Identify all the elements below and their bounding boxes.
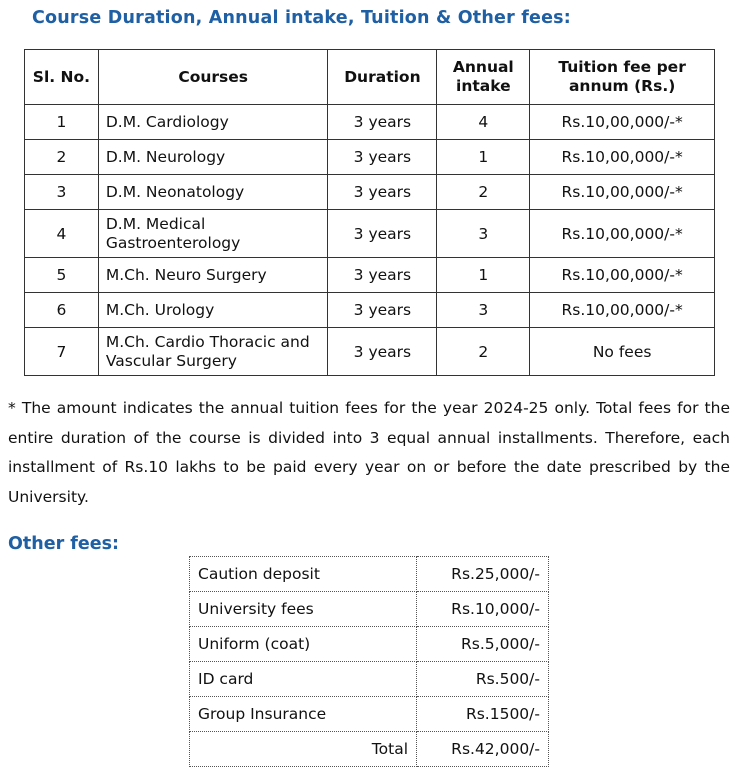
cell-course: M.Ch. Neuro Surgery <box>98 258 328 293</box>
header-sl-no: Sl. No. <box>25 50 99 105</box>
page-title: Course Duration, Annual intake, Tuition & Other fees: <box>32 8 571 28</box>
cell-sl: 3 <box>25 175 99 210</box>
cell-fee: Rs.10,00,000/-* <box>530 293 715 328</box>
table-row <box>25 258 715 293</box>
cell-duration: 3 years <box>328 258 437 293</box>
cell-duration: 3 years <box>328 328 437 376</box>
table-row <box>25 140 715 175</box>
fee-amount: Rs.10,000/- <box>417 592 549 627</box>
header-annual-intake: Annual intake <box>437 50 530 105</box>
fee-total-row <box>190 732 549 767</box>
cell-sl: 6 <box>25 293 99 328</box>
table-row <box>25 210 715 258</box>
fee-row <box>190 697 549 732</box>
cell-sl: 5 <box>25 258 99 293</box>
courses-table <box>24 49 715 376</box>
cell-fee: Rs.10,00,000/-* <box>530 105 715 140</box>
other-fees-table <box>189 556 549 767</box>
fee-note: * The amount indicates the annual tuition fees for the year 2024-25 only. Total fees for the entire duration of the course is divided into 3 equal annual installments. Therefore, each installment of Rs.10 lakhs to be paid every year on or before the date prescribed by the University. <box>8 399 730 506</box>
table-row <box>25 105 715 140</box>
table-header-row <box>25 50 715 105</box>
cell-fee: No fees <box>530 328 715 376</box>
total-label: Total <box>190 732 417 767</box>
cell-sl: 4 <box>25 210 99 258</box>
cell-course: M.Ch. Cardio Thoracic and Vascular Surgery <box>98 328 328 376</box>
cell-course: D.M. Medical Gastroenterology <box>98 210 328 258</box>
cell-course: D.M. Cardiology <box>98 105 328 140</box>
cell-course: D.M. Neonatology <box>98 175 328 210</box>
fee-row <box>190 627 549 662</box>
table-row <box>25 175 715 210</box>
fee-row <box>190 592 549 627</box>
cell-intake: 1 <box>437 258 530 293</box>
cell-intake: 3 <box>437 210 530 258</box>
fee-label: Uniform (coat) <box>190 627 417 662</box>
fee-label: University fees <box>190 592 417 627</box>
other-fees-title: Other fees: <box>8 534 120 554</box>
fee-label: ID card <box>190 662 417 697</box>
cell-fee: Rs.10,00,000/-* <box>530 140 715 175</box>
cell-intake: 2 <box>437 328 530 376</box>
cell-fee: Rs.10,00,000/-* <box>530 175 715 210</box>
header-tuition-fee: Tuition fee per annum (Rs.) <box>530 50 715 105</box>
header-duration: Duration <box>328 50 437 105</box>
cell-intake: 2 <box>437 175 530 210</box>
cell-intake: 3 <box>437 293 530 328</box>
fee-amount: Rs.1500/- <box>417 697 549 732</box>
table-row <box>25 293 715 328</box>
cell-fee: Rs.10,00,000/-* <box>530 210 715 258</box>
cell-sl: 1 <box>25 105 99 140</box>
fee-row <box>190 557 549 592</box>
total-amount: Rs.42,000/- <box>417 732 549 767</box>
cell-duration: 3 years <box>328 293 437 328</box>
cell-duration: 3 years <box>328 175 437 210</box>
cell-sl: 2 <box>25 140 99 175</box>
header-courses: Courses <box>98 50 328 105</box>
cell-sl: 7 <box>25 328 99 376</box>
cell-course: D.M. Neurology <box>98 140 328 175</box>
table-row <box>25 328 715 376</box>
cell-duration: 3 years <box>328 140 437 175</box>
fee-row <box>190 662 549 697</box>
cell-course: M.Ch. Urology <box>98 293 328 328</box>
cell-duration: 3 years <box>328 105 437 140</box>
cell-fee: Rs.10,00,000/-* <box>530 258 715 293</box>
fee-label: Group Insurance <box>190 697 417 732</box>
fee-amount: Rs.500/- <box>417 662 549 697</box>
cell-duration: 3 years <box>328 210 437 258</box>
fee-label: Caution deposit <box>190 557 417 592</box>
fee-amount: Rs.25,000/- <box>417 557 549 592</box>
cell-intake: 4 <box>437 105 530 140</box>
fee-amount: Rs.5,000/- <box>417 627 549 662</box>
cell-intake: 1 <box>437 140 530 175</box>
